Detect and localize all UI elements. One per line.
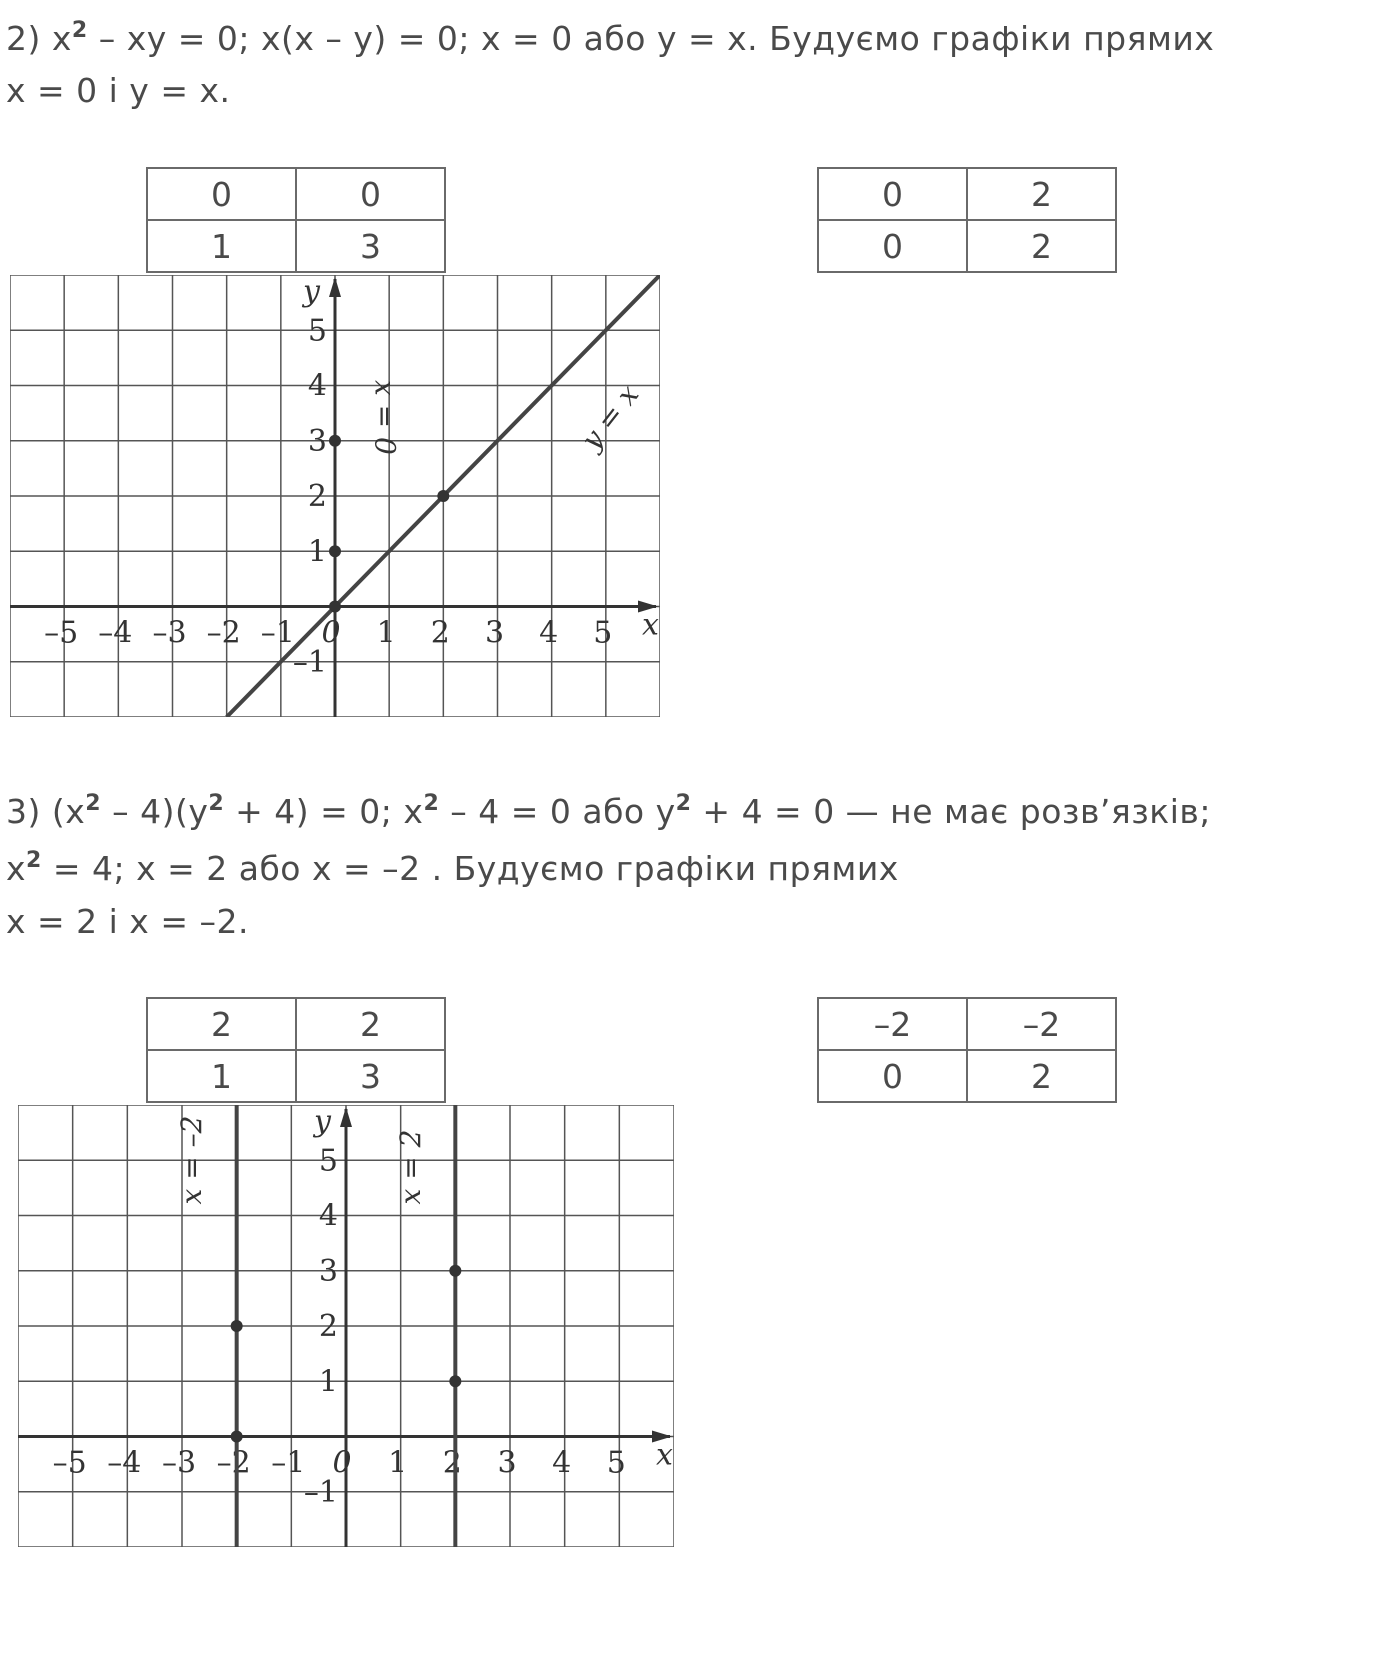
y-axis-arrow <box>329 277 341 297</box>
table-row: 0 2 <box>818 168 1116 220</box>
table-x0 <box>146 167 446 273</box>
x-tick-label: 1 <box>388 1445 408 1481</box>
x-tick-label: –3 <box>161 1445 197 1481</box>
x-tick-label: –4 <box>107 1445 142 1481</box>
graph-part3 <box>18 1105 674 1547</box>
x-tick-label: –1 <box>260 615 295 651</box>
x-tick-label: 2 <box>442 1445 462 1481</box>
table-row: 1 3 <box>147 1050 445 1102</box>
x-tick-label: 3 <box>484 615 505 651</box>
line-label-yx: y = x <box>574 378 646 457</box>
table-row: 0 2 <box>818 1050 1116 1102</box>
y-tick-label: –1 <box>303 1474 338 1510</box>
table-row: 2 2 <box>147 998 445 1050</box>
x-tick-label: 4 <box>552 1445 572 1481</box>
data-point <box>329 545 341 557</box>
data-point <box>449 1375 461 1387</box>
y-tick-label: 4 <box>318 1198 338 1234</box>
x-axis-label: x <box>642 607 659 643</box>
data-point <box>437 490 449 502</box>
x-tick-label: –5 <box>52 1445 87 1481</box>
x-tick-label: 2 <box>430 615 450 651</box>
part3-line2: $x^2 = 4$; x = 2 або x = –2 . Будуємо графіки прямих <box>6 848 899 888</box>
data-point <box>231 1320 243 1332</box>
data-point <box>329 435 341 447</box>
x-tick-label: –5 <box>44 615 79 651</box>
data-point <box>231 1431 243 1443</box>
y-tick-label: 3 <box>318 1253 338 1289</box>
table-yx <box>817 167 1117 273</box>
x-tick-label: 1 <box>376 615 396 651</box>
y-tick-label: 2 <box>307 479 327 514</box>
table-row: 1 3 <box>147 220 445 272</box>
graph-part2 <box>10 275 660 717</box>
y-tick-label: 5 <box>318 1143 338 1179</box>
x-tick-label: –1 <box>271 1445 306 1481</box>
y-tick-label: 5 <box>307 313 327 349</box>
x-tick-label: 5 <box>606 1445 626 1481</box>
x-tick-label: –2 <box>216 1445 251 1481</box>
part2-line2: x = 0 і y = x. <box>6 71 231 110</box>
y-tick-label: 2 <box>318 1309 338 1344</box>
y-tick-label: 3 <box>307 423 327 459</box>
table-x2 <box>146 997 446 1103</box>
x-tick-label: 4 <box>539 615 559 651</box>
origin-label: 0 <box>321 615 341 651</box>
x-tick-label: –2 <box>206 615 241 651</box>
line-label-x0: x = 0 <box>368 379 402 455</box>
y-axis-arrow <box>340 1107 352 1127</box>
table-row: 0 0 <box>147 168 445 220</box>
y-tick-label: 1 <box>307 534 327 570</box>
x-axis-label: x <box>656 1437 673 1473</box>
table-row: 0 2 <box>818 220 1116 272</box>
part2-number: 2) <box>6 19 41 58</box>
x-tick-label: –3 <box>152 615 187 651</box>
x-tick-label: –4 <box>98 615 133 651</box>
y-axis-label: y <box>314 1105 331 1139</box>
data-point <box>329 601 341 613</box>
y-tick-label: –1 <box>292 644 327 680</box>
part2-line1: 2) $x^2$ – xy = 0; x(x – y) = 0; x = 0 або y = x. Будуємо графіки прямих <box>6 18 1215 58</box>
part3-line1: 3) $(x^2 - 4)(y^2 + 4) = 0$; $x^2 - 4 = 0$ або $y^2 + 4 = 0$ — не має розв’язків; <box>6 791 1211 831</box>
part3-line3: x = 2 і x = –2. <box>6 902 249 941</box>
y-tick-label: 4 <box>307 368 327 404</box>
table-xm2 <box>817 997 1117 1103</box>
table-row: –2 –2 <box>818 998 1116 1050</box>
y-tick-label: 1 <box>318 1364 338 1400</box>
x-tick-label: 3 <box>497 1445 517 1481</box>
line-label-x2: x = 2 <box>393 1129 427 1205</box>
line-label-xm2: x = –2 <box>175 1115 209 1205</box>
part3-number: 3) <box>6 792 41 831</box>
data-point <box>449 1265 461 1277</box>
y-axis-label: y <box>303 275 320 309</box>
origin-label: 0 <box>332 1445 352 1481</box>
x-tick-label: 5 <box>593 615 613 651</box>
